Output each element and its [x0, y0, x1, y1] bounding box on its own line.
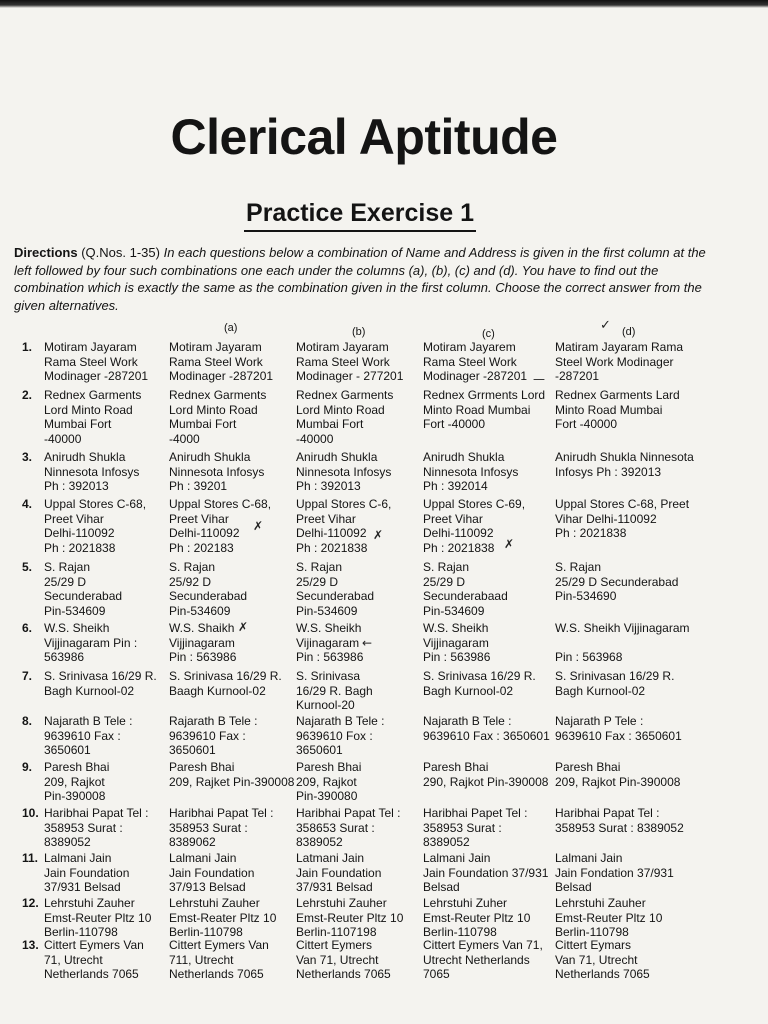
- entry-line: Mumbai Fort: [169, 417, 237, 432]
- entry-line: S. Rajan: [44, 560, 91, 574]
- entry-line: 16/29 R. Bagh: [296, 683, 373, 698]
- option-c-entry: [423, 560, 508, 618]
- entry-line: Vijjinagaram: [169, 635, 235, 650]
- entry-line: 209, Rajkot: [44, 774, 105, 789]
- entry-line: S. Rajan: [555, 560, 602, 574]
- option-b-entry: [296, 497, 391, 555]
- entry-line: Pin-390008: [44, 789, 106, 804]
- entry-line: Ph : 392013: [296, 479, 361, 494]
- entry-line: Emst-Reater Pltz 10: [169, 910, 277, 925]
- entry-line: Vijinagaram: [296, 635, 360, 650]
- top-edge: [0, 0, 768, 8]
- entry-line: W.S. Sheikh: [296, 621, 362, 635]
- entry-line: Uppal Stores C-68,: [44, 497, 147, 511]
- pen-arrow-mark: ←: [362, 636, 373, 650]
- entry-line: Latmani Jain: [296, 851, 365, 865]
- option-c-entry: [423, 621, 490, 665]
- entry-line: Paresh Bhai: [44, 760, 110, 774]
- entry-line: [555, 636, 690, 651]
- option-d-entry: [555, 896, 662, 940]
- entry-line: Steel Work Modinager: [555, 354, 674, 369]
- entry-line: Rama Steel Work: [44, 354, 138, 369]
- column-header-a: (a): [224, 322, 238, 334]
- column-header-b: (b): [352, 326, 366, 338]
- option-a-entry: [169, 560, 247, 618]
- entry-line: Pin-534609: [44, 603, 106, 618]
- entry-line: Pin-534609: [296, 603, 358, 618]
- entry-line: 3650601: [296, 743, 343, 758]
- entry-line: Motiram Jayaram: [296, 340, 389, 354]
- entry-line: Emst-Reuter Pltz 10: [296, 910, 404, 925]
- option-b-entry: [296, 938, 391, 982]
- entry-line: Bagh Kurnool-02: [555, 683, 646, 698]
- question-number: 6.: [22, 621, 33, 635]
- entry-line: Delhi-110092: [296, 526, 367, 541]
- entry-line: Infosys Ph : 392013: [555, 464, 662, 479]
- entry-line: Lord Minto Road: [169, 402, 258, 417]
- entry-line: Delhi-110092: [169, 526, 240, 541]
- option-b-entry: [296, 851, 381, 895]
- entry-line: Paresh Bhai: [423, 760, 489, 774]
- question-number: 5.: [22, 560, 33, 574]
- entry-line: Baagh Kurnool-02: [169, 683, 266, 698]
- option-d-entry: [555, 851, 674, 895]
- entry-line: Motiram Jayarem: [423, 340, 516, 354]
- entry-line: 9639610 Fax :: [44, 728, 121, 743]
- page-subtitle: [0, 198, 720, 232]
- option-b-entry: [296, 450, 391, 494]
- entry-line: 563986: [44, 650, 85, 665]
- entry-line: Emst-Reuter Pltz 10: [555, 910, 663, 925]
- entry-line: Mumbai Fort: [44, 417, 112, 432]
- entry-line: Netherlands 7065: [44, 967, 139, 982]
- entry-line: Netherlands 7065: [555, 967, 650, 982]
- entry-line: Uppal Stores C-68, Preet: [555, 497, 690, 511]
- entry-line: 9639610 Fax :: [169, 728, 246, 743]
- question-number: 11.: [22, 851, 39, 865]
- question-entry: [44, 896, 151, 940]
- entry-line: Modinager -287201: [169, 369, 274, 384]
- option-a-entry: [169, 938, 269, 982]
- question-number: 1.: [22, 340, 33, 354]
- entry-line: Cittert Eymers Van: [44, 938, 144, 952]
- entry-line: 71, Utrecht: [44, 952, 103, 967]
- entry-line: Jain Foundation: [296, 865, 382, 880]
- option-c-entry: [423, 669, 536, 698]
- entry-line: Ph : 2021838: [555, 526, 627, 541]
- entry-line: 358953 Surat :: [169, 820, 248, 835]
- entry-line: Najarath B Tele :: [44, 714, 133, 728]
- entry-line: Preet Vihar: [169, 511, 229, 526]
- entry-line: S. Srinivasan 16/29 R.: [555, 669, 675, 683]
- entry-line: Rednex Grrments Lord: [423, 388, 546, 402]
- entry-line: Berlin-110798: [555, 925, 629, 940]
- entry-line: Belsad: [555, 880, 592, 895]
- option-c-entry: [423, 760, 548, 789]
- entry-line: Anirudh Shukla: [423, 450, 505, 464]
- entry-line: 209, Rajket Pin-390008: [169, 774, 295, 789]
- entry-line: Rednex Garments Lard: [555, 388, 680, 402]
- question-entry: [44, 669, 157, 698]
- entry-line: 25/29 D: [44, 574, 87, 589]
- entry-line: Jain Foundation 37/931: [423, 865, 549, 880]
- entry-line: Pin-534690: [555, 589, 617, 604]
- option-d-entry: [555, 497, 689, 541]
- question-entry: [44, 497, 146, 555]
- directions-text: In each questions below a combination of Name and Address is given in the first column at the left followed by four such combinations one each under the columns (a), (b), (c) and (d). You have to find out the combination which is exactly the same as the combination given in the first column. Choose the correct answer from the given alternatives.: [14, 245, 706, 313]
- entry-line: Modinager -287201: [423, 369, 528, 384]
- entry-line: 358953 Surat :: [423, 820, 502, 835]
- entry-line: S. Srinivasa 16/29 R.: [423, 669, 536, 683]
- entry-line: 358953 Surat :: [44, 820, 123, 835]
- entry-line: 3650601: [44, 743, 91, 758]
- entry-line: 209, Rajkot Pin-390008: [555, 774, 681, 789]
- entry-line: Vijjinagaram Pin :: [44, 635, 138, 650]
- entry-line: Pin : 563986: [423, 650, 491, 665]
- entry-line: Anirudh Shukla Ninnesota: [555, 450, 694, 464]
- entry-line: W.S. Sheikh: [423, 621, 489, 635]
- entry-line: Anirudh Shukla: [296, 450, 378, 464]
- entry-line: Delhi-110092: [423, 526, 494, 541]
- entry-line: Pin : 563968: [555, 650, 623, 665]
- entry-line: Ph : 2021838: [296, 540, 368, 555]
- entry-line: Ph : 2021838: [44, 540, 116, 555]
- entry-line: 9639610 Fax : 3650601: [555, 728, 682, 743]
- entry-line: S. Rajan: [423, 560, 470, 574]
- entry-line: Lord Minto Road: [44, 402, 133, 417]
- option-b-entry: [296, 714, 385, 758]
- option-c-entry: [423, 851, 548, 895]
- entry-line: 290, Rajkot Pin-390008: [423, 774, 549, 789]
- entry-line: Emst-Reuter Pltz 10: [44, 910, 152, 925]
- entry-line: Lehrstuhi Zauher: [296, 896, 387, 910]
- entry-line: Fort -40000: [555, 417, 618, 432]
- option-c-entry: [423, 714, 550, 743]
- question-entry: [44, 388, 141, 446]
- question-entry: [44, 851, 129, 895]
- option-b-entry: [296, 669, 373, 713]
- option-a-entry: [169, 340, 273, 384]
- question-entry: [44, 760, 109, 804]
- column-header-c: (c): [482, 328, 495, 340]
- entry-line: Bagh Kurnool-02: [423, 683, 514, 698]
- entry-line: Najarath B Tele :: [296, 714, 385, 728]
- option-a-entry: [169, 450, 264, 494]
- entry-line: Van 71, Utrecht: [555, 952, 638, 967]
- entry-line: 37/931 Belsad: [44, 880, 121, 895]
- option-d-entry: [555, 340, 683, 384]
- question-entry: [44, 560, 122, 618]
- entry-line: Cittert Eymers Van 71,: [423, 938, 543, 952]
- entry-line: 25/29 D: [423, 574, 466, 589]
- entry-line: Rednex Garments: [44, 388, 142, 402]
- entry-line: Uppal Stores C-68,: [169, 497, 272, 511]
- entry-line: Ph : 392014: [423, 479, 488, 494]
- entry-line: Modinager - 277201: [296, 369, 404, 384]
- entry-line: 37/931 Belsad: [296, 880, 373, 895]
- entry-line: Ninnesota Infosys: [44, 464, 140, 479]
- entry-line: Rednex Garments: [296, 388, 394, 402]
- entry-line: 209, Rajkot: [296, 774, 357, 789]
- entry-line: 9639610 Fox :: [296, 728, 373, 743]
- entry-line: Belsad: [423, 880, 460, 895]
- question-number: 7.: [22, 669, 33, 683]
- entry-line: Secunderabad: [169, 589, 248, 604]
- entry-line: -287201: [555, 369, 600, 384]
- entry-line: Lalmani Jain: [44, 851, 112, 865]
- option-b-entry: [296, 760, 361, 804]
- option-b-entry: [296, 388, 393, 446]
- question-number: 10.: [22, 806, 39, 820]
- option-b-entry: [296, 621, 363, 665]
- option-c-entry: [423, 938, 543, 982]
- option-a-entry: [169, 760, 294, 789]
- entry-line: Motiram Jayaram: [44, 340, 137, 354]
- question-number: 13.: [22, 938, 39, 952]
- entry-line: Pin : 563986: [169, 650, 237, 665]
- entry-line: Preet Vihar: [423, 511, 483, 526]
- entry-line: Haribhai Papat Tel :: [169, 806, 274, 820]
- entry-line: -4000: [169, 431, 200, 446]
- entry-line: Lehrstuhi Zuher: [423, 896, 508, 910]
- question-number: 8.: [22, 714, 33, 728]
- entry-line: 9639610 Fax : 3650601: [423, 728, 550, 743]
- option-b-entry: [296, 340, 403, 384]
- entry-line: Berlin-110798: [44, 925, 118, 940]
- option-d-entry: [555, 760, 680, 789]
- entry-line: Berlin-1107198: [296, 925, 377, 940]
- entry-line: Ph : 39201: [169, 479, 228, 494]
- entry-line: Berlin-110798: [423, 925, 497, 940]
- pen-cross-mark: ✗: [253, 519, 264, 533]
- entry-line: Motiram Jayaram: [169, 340, 262, 354]
- entry-line: Pin-390080: [296, 789, 358, 804]
- entry-line: Matiram Jayaram Rama: [555, 340, 684, 354]
- entry-line: Vijjinagaram: [423, 635, 489, 650]
- pen-cross-mark: ✗: [238, 620, 249, 634]
- entry-line: Rajarath B Tele :: [169, 714, 258, 728]
- entry-line: Netherlands 7065: [296, 967, 391, 982]
- option-d-entry: [555, 388, 680, 432]
- entry-line: Lord Minto Road: [296, 402, 385, 417]
- entry-line: 358653 Surat :: [296, 820, 375, 835]
- entry-line: Haribhai Papet Tel :: [423, 806, 528, 820]
- entry-line: Emst-Reuter Pltz 10: [423, 910, 531, 925]
- entry-line: Ph : 2021838: [423, 540, 495, 555]
- page-title: Clerical Aptitude: [170, 109, 558, 165]
- option-a-entry: [169, 806, 274, 850]
- entry-line: Cittert Eymers Van: [169, 938, 269, 952]
- entry-line: Secunderabad: [44, 589, 123, 604]
- entry-line: Lalmani Jain: [423, 851, 491, 865]
- entry-line: Rama Steel Work: [296, 354, 390, 369]
- entry-line: S. Rajan: [169, 560, 216, 574]
- entry-line: Ph : 202183: [169, 540, 234, 555]
- entry-line: Jain Foundation: [169, 865, 255, 880]
- entry-line: 25/29 D: [296, 574, 339, 589]
- entry-line: Haribhai Papat Tel :: [555, 806, 660, 820]
- question-number: 2.: [22, 388, 33, 402]
- entry-line: W.S. Sheikh Vijjinagaram: [555, 621, 690, 635]
- entry-line: 8389052: [423, 835, 470, 850]
- entry-line: Jain Foundation: [44, 865, 130, 880]
- option-d-entry: [555, 450, 694, 479]
- entry-line: Lalmani Jain: [169, 851, 237, 865]
- entry-line: Ninnesota Infosys: [169, 464, 265, 479]
- pen-dash-mark: —: [533, 372, 545, 386]
- entry-line: S. Srinivasa: [296, 669, 361, 683]
- entry-line: Rednex Garments: [169, 388, 267, 402]
- entry-line: Lalmani Jain: [555, 851, 623, 865]
- entry-line: Mumbai Fort: [296, 417, 364, 432]
- entry-line: Berlin-110798: [169, 925, 243, 940]
- option-a-entry: [169, 851, 254, 895]
- column-header-d: (d): [622, 326, 636, 338]
- entry-line: Lehrstuhi Zauher: [555, 896, 646, 910]
- entry-line: Preet Vihar: [296, 511, 356, 526]
- option-d-entry: [555, 560, 678, 604]
- entry-line: 358953 Surat : 8389052: [555, 820, 684, 835]
- entry-line: 3650601: [169, 743, 216, 758]
- question-entry: [44, 450, 139, 494]
- entry-line: Secunderabad: [296, 589, 375, 604]
- entry-line: Lehrstuhi Zauher: [44, 896, 135, 910]
- question-number: 4.: [22, 497, 33, 511]
- question-entry: [44, 714, 133, 758]
- entry-line: Kurnool-20: [296, 698, 355, 713]
- question-entry: [44, 938, 144, 982]
- entry-line: Pin : 563986: [296, 650, 364, 665]
- entry-line: Ninnesota Infosys: [423, 464, 519, 479]
- entry-line: Delhi-110092: [44, 526, 115, 541]
- entry-line: 7065: [423, 967, 450, 982]
- entry-line: Uppal Stores C-6,: [296, 497, 392, 511]
- entry-line: Cittert Eymers: [296, 938, 373, 952]
- entry-line: Paresh Bhai: [555, 760, 621, 774]
- option-c-entry: [423, 388, 545, 432]
- option-d-entry: [555, 714, 682, 743]
- entry-line: Najarath B Tele :: [423, 714, 512, 728]
- pen-cross-mark: ✗: [504, 537, 515, 551]
- option-c-entry: [423, 340, 527, 384]
- entry-line: Bagh Kurnool-02: [44, 683, 135, 698]
- entry-line: S. Srinivasa 16/29 R.: [169, 669, 282, 683]
- option-d-entry: [555, 938, 650, 982]
- pen-cross-mark: ✗: [373, 528, 384, 542]
- entry-line: -40000: [296, 431, 334, 446]
- option-d-entry: [555, 669, 674, 698]
- entry-line: Najarath P Tele :: [555, 714, 644, 728]
- entry-line: -40000: [44, 431, 82, 446]
- entry-line: Lehrstuhi Zauher: [169, 896, 260, 910]
- entry-line: Paresh Bhai: [169, 760, 235, 774]
- entry-line: Netherlands 7065: [169, 967, 264, 982]
- entry-line: Pin-534609: [423, 603, 485, 618]
- entry-line: 711, Utrecht: [169, 952, 234, 967]
- question-number: 9.: [22, 760, 33, 774]
- entry-line: 25/92 D: [169, 574, 212, 589]
- question-number: 3.: [22, 450, 33, 464]
- entry-line: S. Rajan: [296, 560, 343, 574]
- directions-ref: (Q.Nos. 1-35): [81, 245, 160, 260]
- option-d-entry: [555, 806, 684, 835]
- entry-line: Utrecht Netherlands: [423, 952, 530, 967]
- entry-line: Secunderabaad: [423, 589, 508, 604]
- subtitle-text: Practice Exercise 1: [244, 198, 476, 232]
- option-d-entry: [555, 621, 690, 665]
- option-a-entry: [169, 621, 236, 665]
- entry-line: W.S. Sheikh: [44, 621, 110, 635]
- question-number: 12.: [22, 896, 39, 910]
- option-a-entry: [169, 714, 258, 758]
- directions-paragraph: [14, 244, 714, 314]
- entry-line: Vihar Delhi-110092: [555, 511, 657, 526]
- option-c-entry: [423, 896, 530, 940]
- entry-line: 8389052: [296, 835, 343, 850]
- entry-line: Jain Fondation 37/931: [555, 865, 674, 880]
- question-entry: [44, 806, 149, 850]
- question-entry: [44, 621, 137, 665]
- entry-line: 25/29 D Secunderabad: [555, 574, 679, 589]
- entry-line: W.S. Shaikh: [169, 621, 235, 635]
- option-b-entry: [296, 806, 401, 850]
- entry-line: 37/913 Belsad: [169, 880, 246, 895]
- entry-line: Minto Road Mumbai: [555, 402, 663, 417]
- entry-line: Ninnesota Infosys: [296, 464, 392, 479]
- question-entry: [44, 340, 148, 384]
- entry-line: Rama Steel Work: [423, 354, 517, 369]
- entry-line: Haribhai Papat Tel :: [44, 806, 149, 820]
- pen-tick-mark: ✓: [600, 318, 611, 333]
- option-a-entry: [169, 896, 276, 940]
- entry-line: Van 71, Utrecht: [296, 952, 379, 967]
- option-b-entry: [296, 896, 403, 940]
- entry-line: Rama Steel Work: [169, 354, 263, 369]
- option-c-entry: [423, 450, 518, 494]
- entry-line: Ph : 392013: [44, 479, 109, 494]
- entry-line: Uppal Stores C-69,: [423, 497, 526, 511]
- entry-line: Anirudh Shukla: [169, 450, 251, 464]
- option-c-entry: [423, 806, 528, 850]
- entry-line: Paresh Bhai: [296, 760, 362, 774]
- entry-line: Haribhai Papat Tel :: [296, 806, 401, 820]
- entry-line: Modinager -287201: [44, 369, 149, 384]
- directions-label: Directions: [14, 245, 78, 260]
- entry-line: Pin-534609: [169, 603, 231, 618]
- entry-line: Minto Road Mumbai: [423, 402, 531, 417]
- entry-line: Preet Vihar: [44, 511, 104, 526]
- entry-line: Anirudh Shukla: [44, 450, 126, 464]
- entry-line: Cittert Eymars: [555, 938, 632, 952]
- option-b-entry: [296, 560, 374, 618]
- option-a-entry: [169, 388, 266, 446]
- entry-line: 8389062: [169, 835, 216, 850]
- entry-line: Fort -40000: [423, 417, 486, 432]
- entry-line: 8389052: [44, 835, 91, 850]
- option-a-entry: [169, 669, 282, 698]
- entry-line: S. Srinivasa 16/29 R.: [44, 669, 157, 683]
